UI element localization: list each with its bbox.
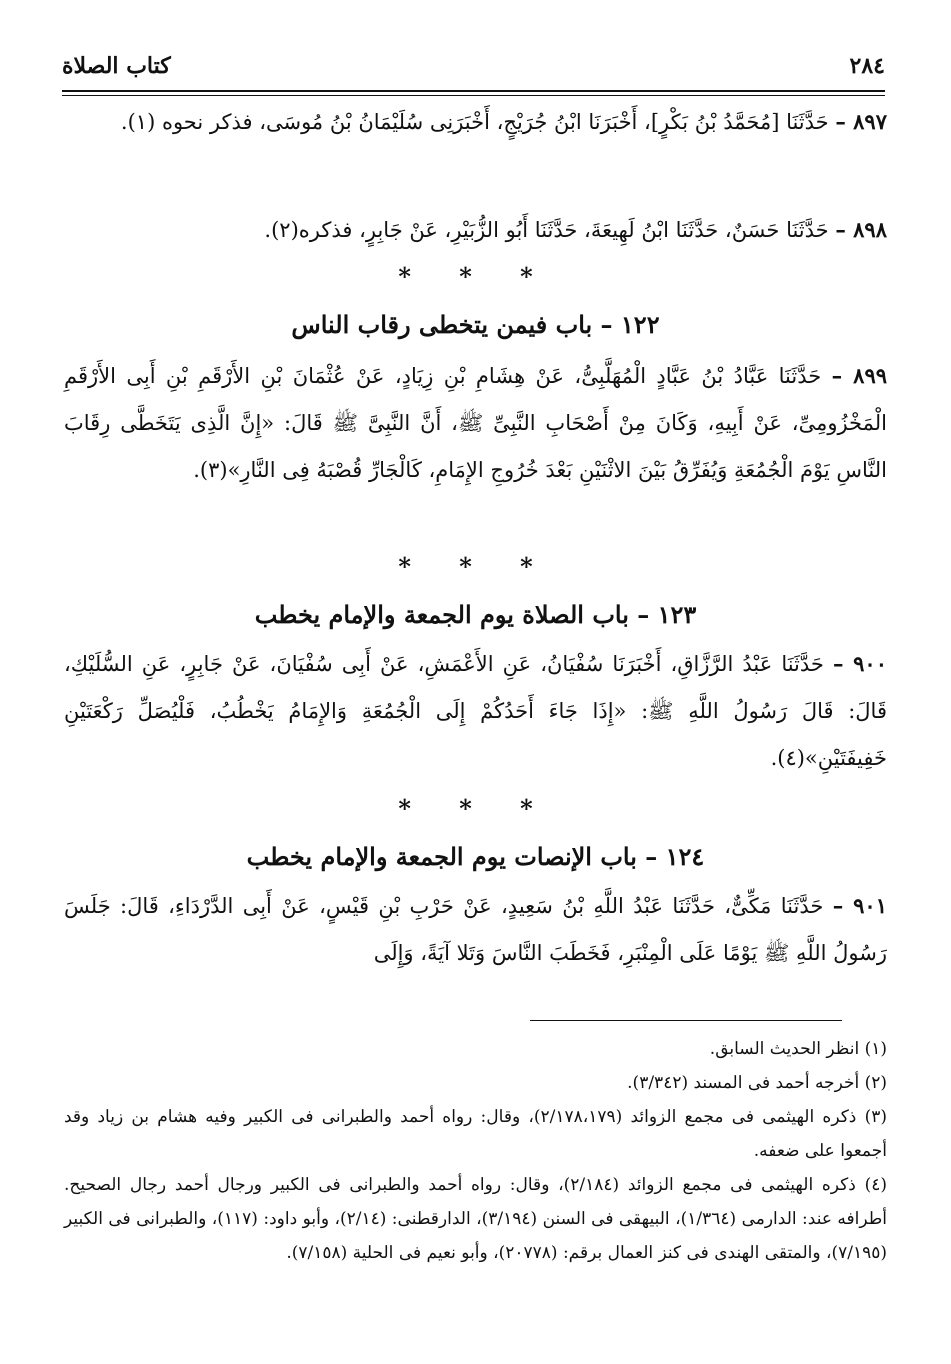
footnote: (٤) ذكره الهيثمى فى مجمع الزوائد (٢/١٨٤)، وقال: رواه أحمد والطبرانى فى الكبير ورجال أحمد رجال الصحيح. أطرافه عند: الدارمى (١/٣٦٤)، البيهقى فى السنن (٣/١٩٤)، الدارقطنى: (٢/١٤)، وأبو داود: (١١٧)، والطبرانى فى الكبير (٧/١٩٥)، والمتقى الهندى فى كنز العمال برقم: (٢٠٧٧٨)، وأبو نعيم فى الحلية (٧/١٥٨). [64,1175,888,1263]
hadith-text: حَدَّثَنَا حَسَنٌ، حَدَّثَنَا ابْنُ لَهِيعَةَ، حَدَّثَنَا أَبُو الزُّبَيْرِ، عَنْ جَابِرٍ، فذكره(٢). [264,218,829,242]
hadith-number: ٩٠١ – [832,893,887,918]
hadith-text: حَدَّثَنَا مَكِّىٌّ، حَدَّثَنَا عَبْدُ اللَّهِ بْنُ سَعِيدٍ، عَنْ حَرْبِ بْنِ قَيْسٍ، عَنْ أَبِى الدَّرْدَاءِ، قَالَ: جَلَسَ رَسُولُ اللَّهِ ﷺ يَوْمًا عَلَى الْمِنْبَرِ، فَخَطَبَ النَّاسَ وَتَلا آيَةً، وَإِلَى [64,894,887,965]
footnote: (٢) أخرجه أحمد فى المسند (٣/٣٤٢). [627,1073,887,1093]
header-divider [62,90,885,96]
footnote: (١) انظر الحديث السابق. [709,1039,887,1059]
footnotes [64,1032,887,1270]
page-number: ٢٨٤ [849,53,885,79]
hadith-text: حَدَّثَنَا عَبْدُ الرَّزَّاقِ، أَخْبَرَنَا سُفْيَانُ، عَنِ الأَعْمَشِ، عَنْ أَبِى سُفْيَانَ، عَنْ جَابِرٍ، عَنِ السُّلَيْكِ، قَالَ: قَالَ رَسُولُ اللَّهِ ﷺ: «إِذَا جَاءَ أَحَدُكُمْ إِلَى الْجُمُعَةِ وَالإِمَامُ يَخْطُبُ، فَلْيُصَلِّ رَكْعَتَيْنِ خَفِيفَتَيْنِ»(٤). [64,652,887,770]
hadith-898 [64,206,887,254]
chapter-heading: ١٢٢ – باب فيمن يتخطى رقاب الناس [291,310,660,339]
hadith-text: حَدَّثَنَا [مُحَمَّدُ بْنُ بَكْرٍ]، أَخْبَرَنَا ابْنُ جُرَيْجٍ، أَخْبَرَنِى سُلَيْمَانُ بْنُ مُوسَى، فذكر نحوه (١). [120,110,829,134]
hadith-text: حَدَّثَنَا عَبَّادُ بْنُ عَبَّادٍ الْمُهَلَّبِىُّ، عَنْ هِشَامِ بْنِ زِيَادٍ، عَنْ عُثْمَانَ بْنِ الأَرْقَمِ بْنِ أَبِى الأَرْقَمِ الْمَخْزُومِىِّ، عَنْ أَبِيهِ، وَكَانَ مِنْ أَصْحَابِ النَّبِىِّ ﷺ، أَنَّ النَّبِىَّ ﷺ قَالَ: «إِنَّ الَّذِى يَتَخَطَّى رِقَابَ النَّاسِ يَوْمَ الْجُمُعَةِ وَيُفَرِّقُ بَيْنَ الاثْنَيْنِ بَعْدَ خُرُوجِ الإِمَامِ، كَالْجَارِّ قُصْبَهُ فِى النَّارِ»(٣). [64,364,887,482]
hadith-900 [64,640,887,782]
hadith-899 [64,352,887,494]
chapter-heading: ١٢٣ – باب الصلاة يوم الجمعة والإمام يخطب [254,600,697,629]
footnote: (٣) ذكره الهيثمى فى مجمع الزوائد (٢/١٧٨،١٧٩)، وقال: رواه أحمد والطبرانى فى الكبير وفيه هشام بن زياد وقد أجمعوا على ضعفه. [64,1107,887,1161]
page-header [62,46,885,86]
footnote-divider [530,1020,842,1021]
hadith-number: ٨٩٨ – [835,217,887,242]
section-separator: * * * [398,552,553,581]
hadith-897 [64,98,887,146]
hadith-number: ٨٩٧ – [835,109,887,134]
hadith-number: ٩٠٠ – [832,651,887,676]
section-separator: * * * [398,794,553,823]
chapter-heading: ١٢٤ – باب الإنصات يوم الجمعة والإمام يخطب [246,842,705,871]
book-title: كتاب الصلاة [62,53,171,79]
hadith-number: ٨٩٩ – [831,363,888,388]
section-separator: * * * [398,262,553,291]
hadith-901 [64,882,887,977]
